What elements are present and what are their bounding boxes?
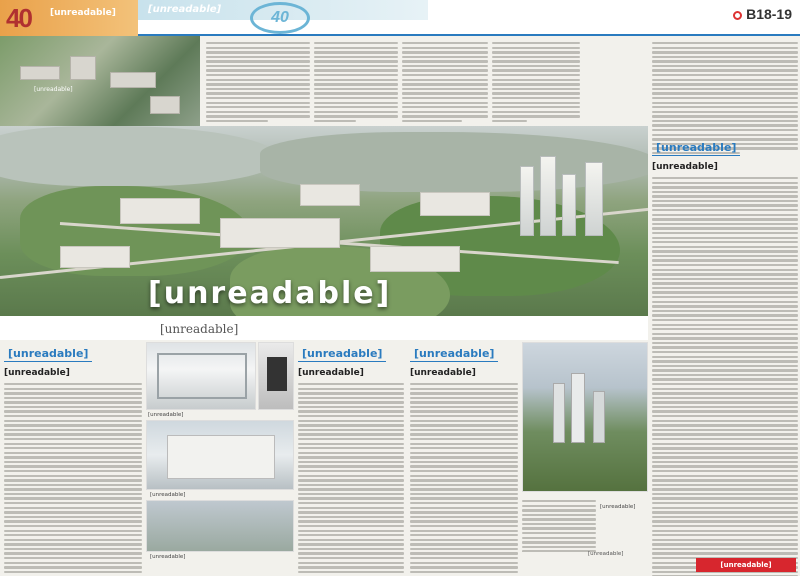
photo-building bbox=[20, 66, 60, 80]
campus-photo-caption: [unreadable] bbox=[150, 492, 186, 498]
header-banner-text: [unreadable] bbox=[148, 4, 222, 15]
campus-building bbox=[300, 184, 360, 206]
photo-building bbox=[70, 56, 96, 80]
lab-photo bbox=[146, 342, 256, 410]
top-article-col-3 bbox=[402, 38, 488, 128]
column-1 bbox=[4, 342, 142, 576]
tower bbox=[540, 156, 556, 236]
column-3 bbox=[410, 342, 518, 576]
building-sign-photo bbox=[258, 342, 294, 410]
section-title-3: [unreadable] bbox=[410, 346, 498, 362]
logo-sub: [unreadable] bbox=[50, 8, 116, 18]
text-block bbox=[410, 379, 518, 573]
top-article-col-1 bbox=[206, 38, 310, 128]
tower bbox=[520, 166, 534, 236]
photo-tower bbox=[553, 383, 565, 443]
column-2-heading: [unreadable] bbox=[298, 368, 364, 378]
section-title-right: [unreadable] bbox=[652, 140, 740, 156]
column-1-heading: [unreadable] bbox=[4, 368, 70, 378]
text-block bbox=[522, 496, 596, 552]
section-title-1: [unreadable] bbox=[4, 346, 92, 362]
page-header bbox=[0, 0, 800, 36]
photo-tower bbox=[593, 391, 605, 443]
column-2 bbox=[298, 342, 404, 576]
top-article-col-4 bbox=[492, 38, 580, 128]
sky-haze bbox=[0, 126, 280, 186]
text-block bbox=[4, 379, 142, 573]
top-photo-caption: [unreadable] bbox=[34, 86, 73, 93]
text-block bbox=[314, 38, 398, 122]
text-block bbox=[402, 38, 488, 122]
header-rule bbox=[138, 34, 800, 36]
main-headline: [unreadable] bbox=[148, 276, 392, 311]
right-column-section bbox=[652, 136, 798, 576]
top-campus-photo bbox=[0, 36, 200, 126]
lab-window bbox=[157, 353, 247, 399]
subtitle-band bbox=[0, 316, 648, 340]
building-photo-caption: [unreadable] bbox=[150, 554, 186, 560]
photo-tower bbox=[571, 373, 585, 443]
top-article-col-2 bbox=[314, 38, 398, 128]
column-3b bbox=[522, 496, 596, 552]
campus-building bbox=[60, 246, 130, 268]
text-block bbox=[652, 173, 798, 576]
text-block bbox=[298, 379, 404, 573]
column-3-heading: [unreadable] bbox=[410, 368, 476, 378]
section-title-2: [unreadable] bbox=[298, 346, 386, 362]
building-sign bbox=[267, 357, 287, 391]
campus-facade bbox=[167, 435, 275, 479]
city-photo bbox=[522, 342, 648, 492]
byline: [unreadable] bbox=[588, 551, 624, 557]
tower bbox=[585, 162, 603, 236]
anniversary-40-mark: 40 bbox=[250, 2, 310, 34]
app-download-banner[interactable]: [unreadable] bbox=[696, 558, 796, 572]
photo-building bbox=[110, 72, 156, 88]
photo-building bbox=[150, 96, 180, 114]
newspaper-logo-icon bbox=[733, 11, 742, 20]
text-block bbox=[492, 38, 580, 122]
right-heading: [unreadable] bbox=[652, 162, 718, 172]
anniversary-logo-block bbox=[0, 0, 138, 36]
tower bbox=[562, 174, 576, 236]
logo-40: 40 bbox=[6, 3, 31, 33]
campus-interior-photo bbox=[146, 420, 294, 490]
campus-building bbox=[120, 198, 200, 224]
campus-building bbox=[370, 246, 460, 272]
main-subtitle: [unreadable] bbox=[160, 322, 239, 336]
campus-exterior-photo bbox=[146, 500, 294, 552]
city-photo-caption: [unreadable] bbox=[600, 504, 636, 510]
campus-building bbox=[220, 218, 340, 248]
campus-building bbox=[420, 192, 490, 216]
text-block bbox=[206, 38, 310, 122]
page-number: B18-19 bbox=[733, 6, 792, 22]
lab-photo-caption: [unreadable] bbox=[148, 412, 184, 418]
